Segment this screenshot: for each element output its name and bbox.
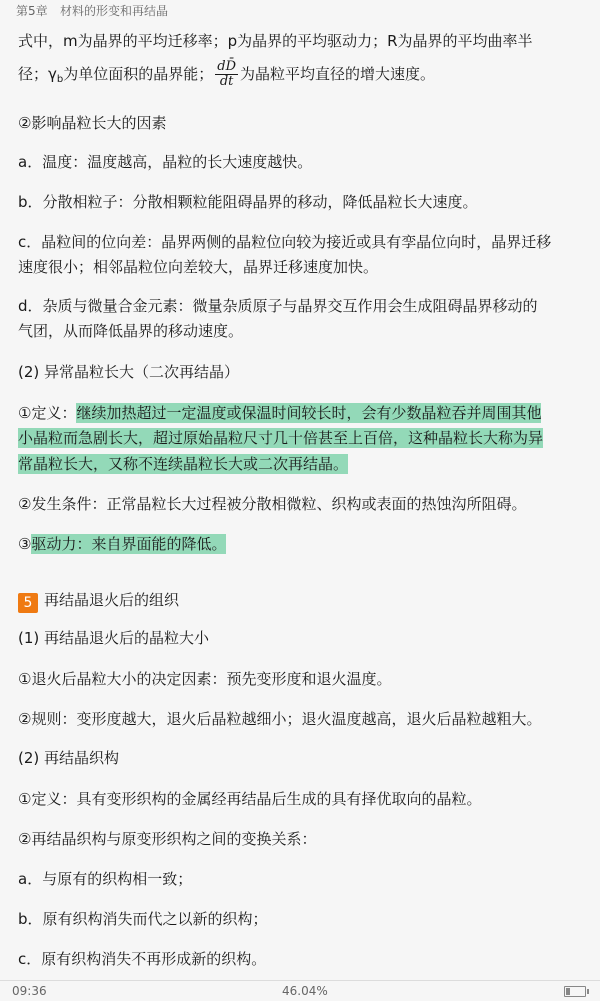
text-span: 为晶粒平均直径的增大速度。	[240, 65, 436, 83]
text-line	[18, 402, 541, 424]
text-line	[18, 60, 435, 91]
reader-status-bar	[0, 980, 600, 1001]
section-number-badge: 5	[18, 593, 38, 613]
text-line: a．温度：温度越高，晶粒的长大速度越快。	[18, 153, 313, 171]
text-span: 为单位面积的晶界能；	[63, 65, 214, 83]
text-line: ②再结晶织构与原变形织构之间的变换关系：	[18, 830, 317, 848]
text-line: 式中，m为晶界的平均迁移率；p为晶界的平均驱动力；R为晶界的平均曲率半	[18, 32, 533, 50]
fraction-denominator: dt	[219, 74, 234, 89]
chapter-label: 第5章	[16, 4, 48, 18]
highlighted-text[interactable]: 驱动力：来自界面能的降低。	[31, 535, 227, 553]
section-heading	[18, 589, 179, 613]
text-span: ③	[18, 535, 32, 553]
section-title: 再结晶退火后的组织	[44, 591, 180, 609]
text-line: ①退火后晶粒大小的决定因素：预先变形度和退火温度。	[18, 670, 392, 688]
text-line: a．与原有的织构相一致；	[18, 870, 193, 888]
clock: 09:36	[12, 984, 47, 998]
highlighted-text[interactable]: 常晶粒长大，又称不连续晶粒长大或二次再结晶。	[18, 455, 349, 473]
text-line: 速度很小；相邻晶粒位向差较大，晶界迁移速度加快。	[18, 258, 379, 276]
derivative-fraction	[215, 60, 238, 89]
reader-header	[0, 0, 600, 22]
battery-icon	[564, 986, 586, 997]
highlighted-text[interactable]: 继续加热超过一定温度或保温时间较长时，会有少数晶粒吞并周围其他	[76, 404, 542, 422]
text-line	[18, 533, 226, 555]
reading-progress: 46.04%	[282, 984, 328, 998]
battery-level	[566, 988, 570, 995]
text-line: d．杂质与微量合金元素：微量杂质原子与晶界交互作用会生成阻碍晶界移动的	[18, 297, 538, 315]
text-line: ②影响晶粒长大的因素	[18, 114, 167, 132]
text-line: ②规则：变形度越大，退火后晶粒越细小；退火温度越高，退火后晶粒越粗大。	[18, 710, 542, 728]
text-line: 气团，从而降低晶界的移动速度。	[18, 322, 244, 340]
chapter-title: 材料的形变和再结晶	[60, 4, 169, 18]
text-line: (2) 异常晶粒长大（二次再结晶）	[18, 363, 240, 381]
highlighted-text[interactable]: 小晶粒而急剧长大，超过原始晶粒尺寸几十倍甚至上百倍，这种晶粒长大称为异	[18, 429, 544, 447]
text-line	[18, 453, 348, 475]
text-line: b．分散相粒子：分散相颗粒能阻碍晶界的移动，降低晶粒长大速度。	[18, 193, 478, 211]
text-span: 径；γ	[18, 65, 57, 83]
text-line: c．原有织构消失不再形成新的织构。	[18, 950, 267, 968]
text-line: ①定义：具有变形织构的金属经再结晶后生成的具有择优取向的晶粒。	[18, 790, 482, 808]
text-line: (1) 再结晶退火后的晶粒大小	[18, 629, 210, 647]
text-span: ①定义：	[18, 404, 77, 422]
text-line	[18, 427, 543, 449]
text-line: (2) 再结晶织构	[18, 749, 120, 767]
text-line: b．原有织构消失而代之以新的织构；	[18, 910, 268, 928]
subscript: b	[56, 74, 64, 85]
text-line: c．晶粒间的位向差：晶界两侧的晶粒位向较为接近或具有孪晶位向时，晶界迁移	[18, 233, 552, 251]
fraction-numerator: dD̄	[217, 59, 237, 74]
text-line: ②发生条件：正常晶粒长大过程被分散相微粒、织构或表面的热蚀沟所阻碍。	[18, 495, 527, 513]
